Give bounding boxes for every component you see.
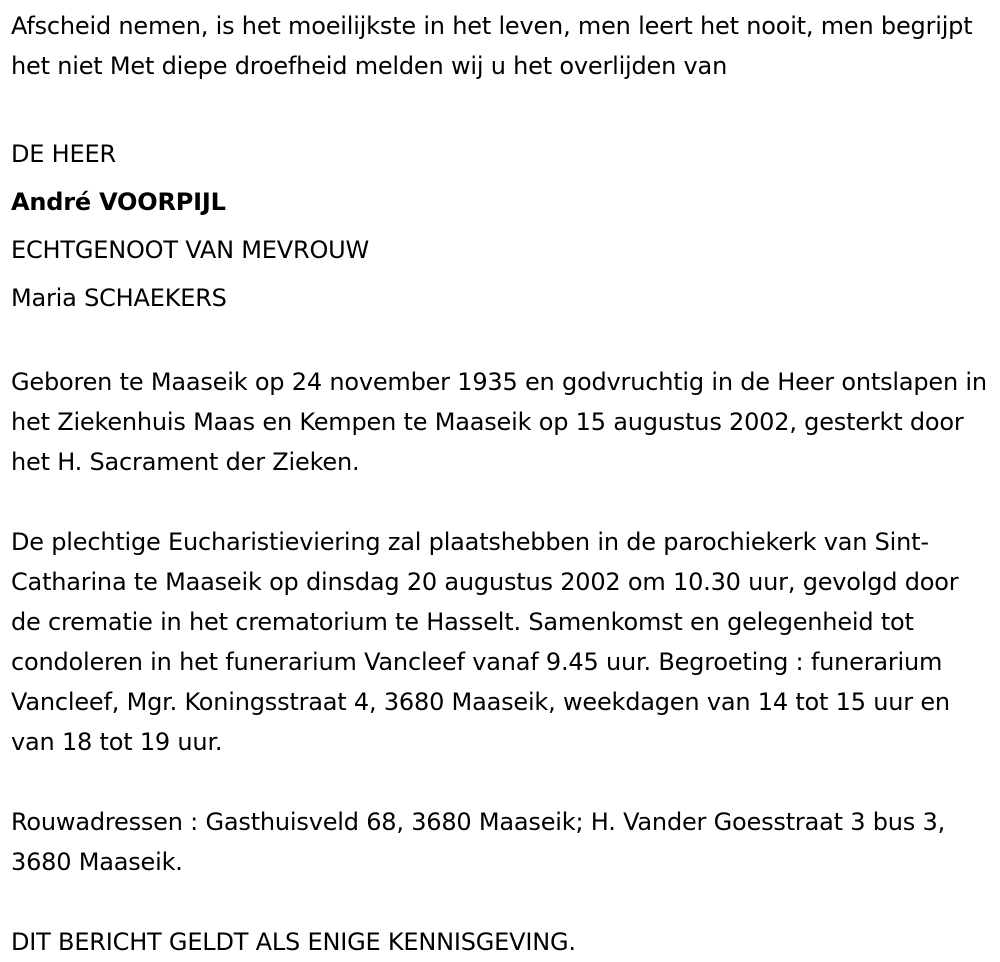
obituary-document [11,6,989,962]
addresses-paragraph: Rouwadressen : Gasthuisveld 68, 3680 Maaseik; H. Vander Goesstraat 3 bus 3, 3680 Maaseik. [11,808,945,876]
birth-death-paragraph: Geboren te Maaseik op 24 november 1935 en godvruchtig in de Heer ontslapen in het Ziekenhuis Maas en Kempen te Maaseik op 15 augustus 2002, gesterkt door het H. Sacrament der Zieken. [11,368,987,476]
relation-line: ECHTGENOOT VAN MEVROUW [11,236,370,264]
ceremony-paragraph: De plechtige Eucharistieviering zal plaatshebben in de parochiekerk van Sint-Catharina te Maaseik op dinsdag 20 augustus 2002 om 10.30 uur, gevolgd door de crematie in het crematorium te Hasselt. Samenkomst en gelegenheid tot condoleren in het funerarium Vancleef vanaf 9.45 uur. Begroeting : funerarium Vancleef, Mgr. Koningsstraat 4, 3680 Maaseik, weekdagen van 14 tot 15 uur en van 18 tot 19 uur. [11,528,959,756]
spacer [11,322,989,362]
deceased-name: André VOORPIJL [11,188,226,216]
spacer [11,762,989,802]
spacer [11,482,989,522]
intro-paragraph: Afscheid nemen, is het moeilijkste in het leven, men leert het nooit, men begrijpt het niet Met diepe droefheid melden wij u het overlijden van [11,12,973,80]
deceased-name-block [11,130,989,322]
notice-line: DIT BERICHT GELDT ALS ENIGE KENNISGEVING. [11,928,576,956]
spacer [11,882,989,922]
spouse-name: Maria SCHAEKERS [11,284,227,312]
spacer [11,86,989,126]
honorific-title: DE HEER [11,140,116,168]
